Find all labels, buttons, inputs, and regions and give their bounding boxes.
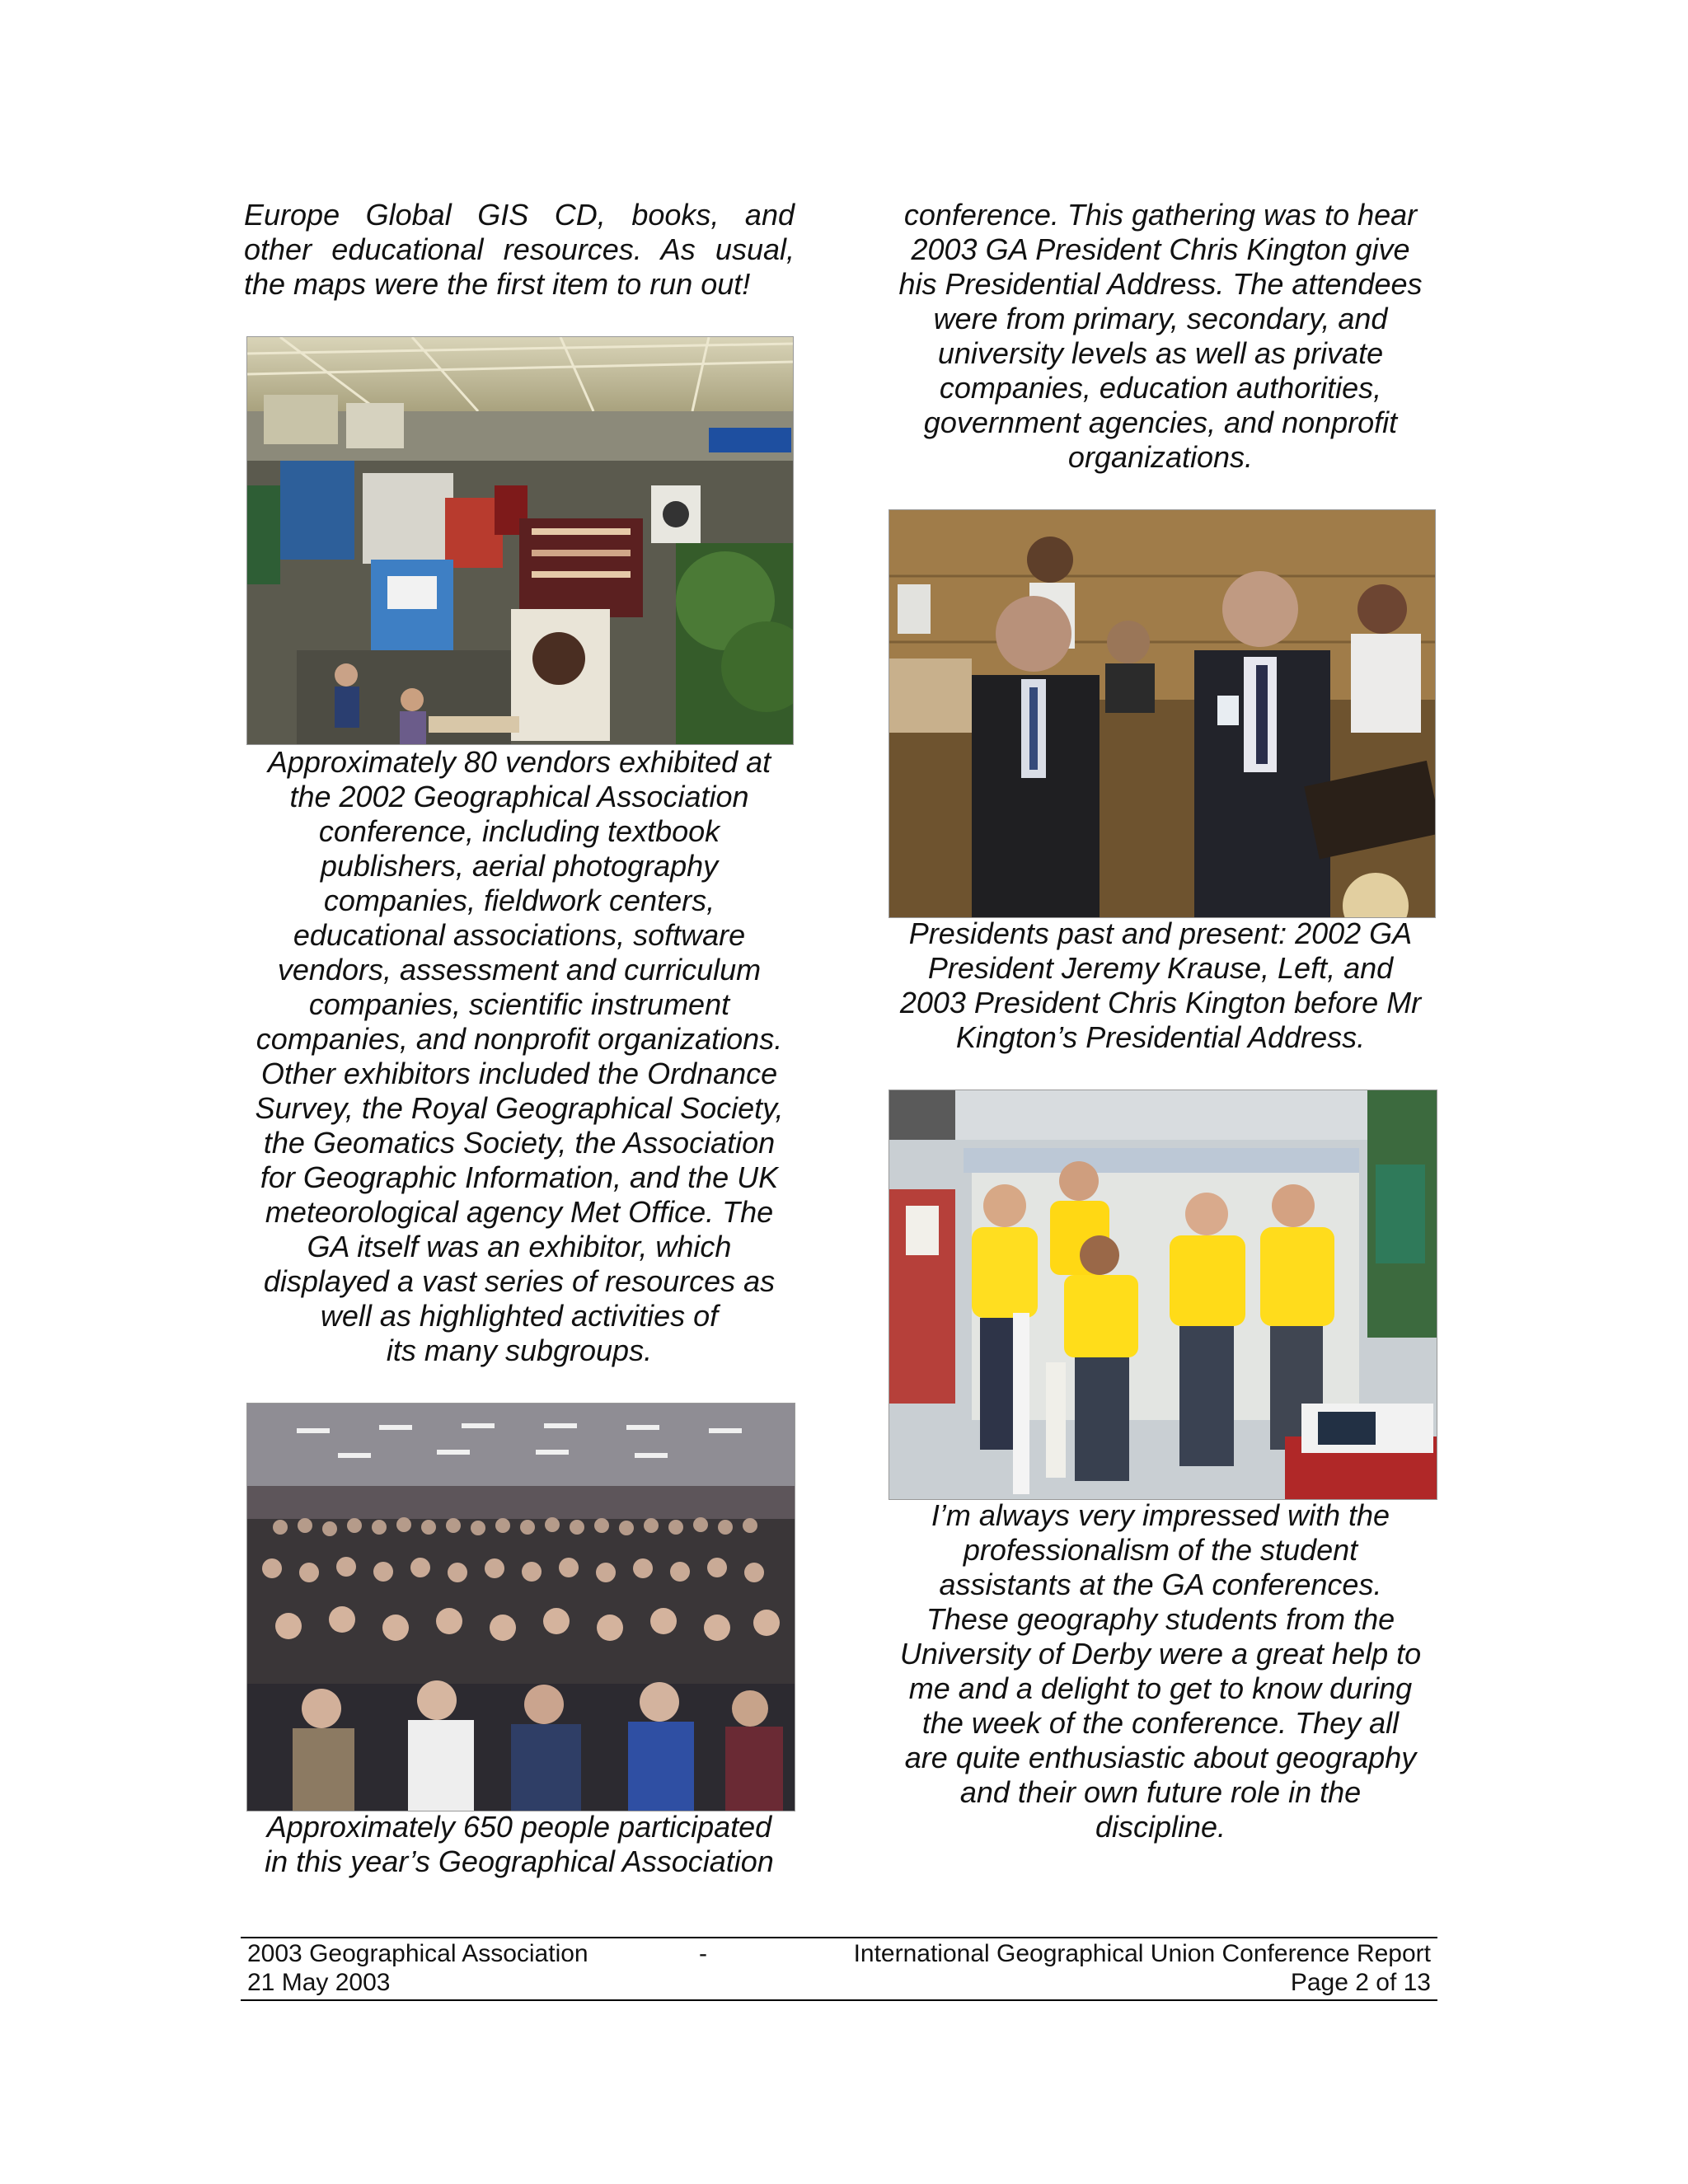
caption-line: vendors, assessment and curriculum: [277, 953, 762, 987]
audience-caption: [244, 1810, 795, 1879]
students-caption: [885, 1498, 1436, 1844]
caption-line: me and a delight to get to know during: [908, 1671, 1413, 1705]
caption-line: Other exhibitors included the Ordnance: [260, 1057, 778, 1090]
footer-organization: 2003 Geographical Association: [247, 1940, 588, 1967]
caption-line: Kington’s Presidential Address.: [955, 1020, 1366, 1054]
caption-line: discipline.: [1095, 1810, 1226, 1844]
audience-photo: [246, 1403, 795, 1811]
caption-line: I’m always very impressed with the: [931, 1498, 1390, 1532]
caption-line: Approximately 650 people participated: [266, 1810, 772, 1844]
intro-line: Europe Global GIS CD, books, and: [244, 198, 795, 232]
intro-line: companies, education authorities,: [939, 371, 1382, 405]
caption-line: companies, and nonprofit organizations.: [256, 1022, 783, 1056]
intro-line: conference. This gathering was to hear: [903, 198, 1418, 232]
left-intro-paragraph: [244, 198, 795, 302]
presidents-caption: [885, 916, 1436, 1055]
caption-line: in this year’s Geographical Association: [265, 1844, 774, 1878]
exhibition-hall-photo: [246, 336, 794, 745]
intro-line: 2003 GA President Chris Kington give: [911, 232, 1410, 266]
presidents-photo: [889, 509, 1436, 918]
intro-line: university levels as well as private: [937, 336, 1384, 370]
caption-line: meteorological agency Met Office. The: [265, 1195, 774, 1229]
caption-line: companies, scientific instrument: [308, 987, 730, 1021]
caption-line: assistants at the GA conferences.: [939, 1568, 1382, 1601]
page-footer: [241, 1937, 1437, 2001]
vendors-caption: [244, 745, 795, 1368]
caption-line: the week of the conference. They all: [921, 1706, 1400, 1740]
intro-line: other educational resources. As usual,: [244, 232, 795, 266]
caption-line: displayed a vast series of resources as: [263, 1264, 776, 1298]
caption-line: for Geographic Information, and the UK: [260, 1160, 779, 1194]
caption-line: the 2002 Geographical Association: [289, 780, 749, 813]
caption-line: and their own future role in the: [959, 1775, 1362, 1809]
caption-line: are quite enthusiastic about geography: [904, 1741, 1417, 1774]
intro-line: the maps were the first item to run out!: [244, 267, 751, 301]
caption-line: well as highlighted activities of: [320, 1299, 719, 1333]
intro-line: his Presidential Address. The attendees: [898, 267, 1423, 301]
caption-line: These geography students from the: [926, 1602, 1395, 1636]
footer-separator: -: [699, 1940, 707, 1967]
intro-line: government agencies, and nonprofit: [923, 405, 1398, 439]
intro-line: organizations.: [1067, 440, 1254, 474]
caption-line: University of Derby were a great help to: [899, 1637, 1422, 1671]
caption-line: conference, including textbook: [318, 814, 720, 848]
caption-line: its many subgroups.: [386, 1333, 653, 1367]
caption-line: 2003 President Chris Kington before Mr: [899, 986, 1422, 1019]
caption-line: publishers, aerial photography: [320, 849, 719, 883]
caption-line: companies, fieldwork centers,: [323, 883, 715, 917]
footer-date: 21 May 2003: [247, 1969, 391, 1996]
caption-line: Presidents past and present: 2002 GA: [908, 916, 1413, 950]
footer-page-number: Page 2 of 13: [1290, 1969, 1431, 1996]
caption-line: GA itself was an exhibitor, which: [307, 1230, 732, 1263]
right-intro-paragraph: [885, 198, 1436, 475]
caption-line: President Jeremy Krause, Left, and: [927, 951, 1394, 985]
footer-report-title: International Geographical Union Conference Report: [853, 1940, 1431, 1967]
caption-line: the Geomatics Society, the Association: [263, 1126, 776, 1160]
intro-line: were from primary, secondary, and: [933, 302, 1388, 335]
student-assistants-photo: [889, 1090, 1437, 1500]
caption-line: educational associations, software: [293, 918, 746, 952]
caption-line: professionalism of the student: [963, 1533, 1358, 1567]
caption-line: Survey, the Royal Geographical Society,: [255, 1091, 784, 1125]
caption-line: Approximately 80 vendors exhibited at: [267, 745, 771, 779]
